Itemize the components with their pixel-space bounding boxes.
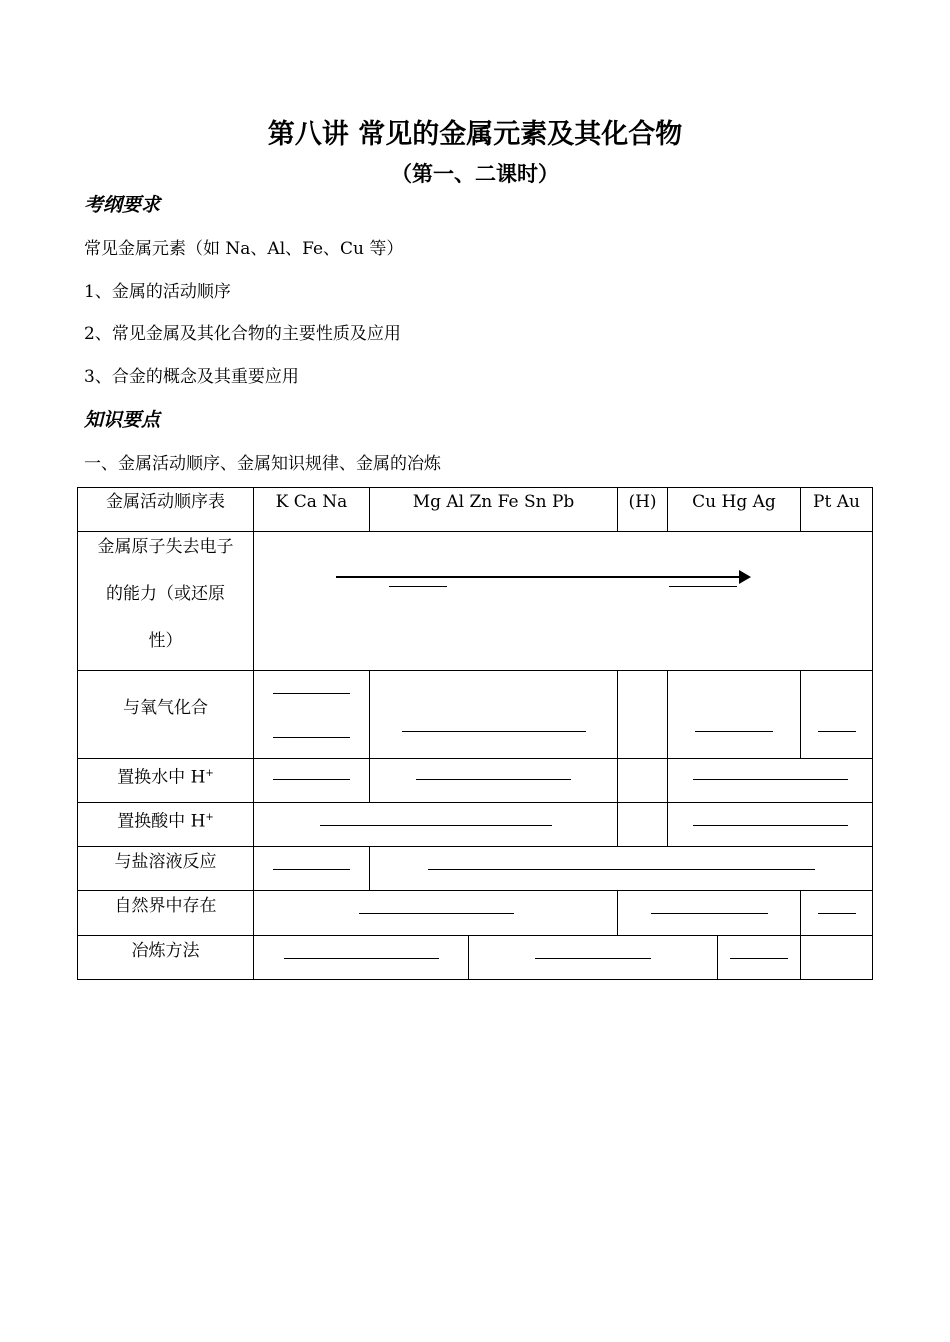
fill-blank	[651, 913, 768, 914]
row-label-reducing-line-3: 性）	[148, 631, 183, 651]
fill-blank	[359, 913, 514, 914]
superscript-plus: +	[205, 768, 214, 779]
table-col-divider	[667, 758, 668, 802]
table-row-divider	[77, 670, 873, 671]
table-col-divider	[253, 487, 254, 980]
table-row-divider	[77, 846, 873, 847]
table-col-divider	[369, 846, 370, 890]
table-row-divider	[77, 802, 873, 803]
table-col-divider	[717, 935, 718, 979]
fill-blank	[535, 958, 651, 959]
fill-blank	[273, 779, 350, 780]
table-col-divider	[369, 670, 370, 758]
header-group-k-ca-na: K Ca Na	[275, 492, 348, 512]
syllabus-heading: 考纲要求	[84, 194, 161, 216]
table-row-divider	[77, 935, 873, 936]
fill-blank	[730, 958, 788, 959]
fill-blank	[428, 869, 815, 870]
row-label-smelt: 冶炼方法	[131, 941, 200, 961]
row-label-water-text: 置换水中 H	[117, 767, 206, 788]
superscript-plus: +	[205, 812, 214, 823]
table-col-divider	[617, 670, 618, 758]
row-label-reducing-line-2: 的能力（或还原	[106, 584, 225, 604]
table-col-divider	[667, 802, 668, 846]
table-col-divider	[617, 758, 618, 802]
knowledge-heading: 知识要点	[84, 409, 161, 431]
table-col-divider	[369, 758, 370, 802]
fill-blank	[693, 779, 848, 780]
fill-blank	[818, 913, 856, 914]
table-col-divider	[800, 935, 801, 979]
header-group-pt-au: Pt Au	[813, 492, 860, 512]
table-col-divider	[617, 802, 618, 846]
row-label-nature: 自然界中存在	[114, 896, 217, 916]
fill-blank	[389, 586, 447, 587]
fill-blank	[818, 731, 856, 732]
table-col-divider	[800, 670, 801, 758]
header-group-h: (H)	[628, 492, 657, 512]
row-label-salt: 与盐溶液反应	[114, 852, 217, 872]
header-label: 金属活动顺序表	[106, 492, 225, 512]
table-border-right	[872, 487, 873, 980]
syllabus-item-3: 3、合金的概念及其重要应用	[84, 367, 299, 387]
syllabus-intro: 常见金属元素（如 Na、Al、Fe、Cu 等）	[84, 239, 404, 259]
table-col-divider	[617, 890, 618, 935]
header-group-cu-hg-ag: Cu Hg Ag	[692, 492, 776, 512]
section-1-heading: 一、金属活动顺序、金属知识规律、金属的冶炼	[84, 454, 441, 474]
syllabus-item-2: 2、常见金属及其化合物的主要性质及应用	[84, 324, 401, 344]
fill-blank	[273, 869, 350, 870]
table-row-divider	[77, 758, 873, 759]
direction-arrow-line	[336, 576, 740, 578]
row-label-reducing-line-1: 金属原子失去电子	[97, 537, 234, 557]
table-row-divider	[77, 890, 873, 891]
row-label-acid	[78, 806, 253, 834]
arrow-right-icon	[739, 570, 751, 584]
page-subtitle: （第一、二课时）	[391, 162, 559, 186]
table-col-divider	[800, 890, 801, 935]
fill-blank	[402, 731, 586, 732]
page-title: 第八讲 常见的金属元素及其化合物	[267, 119, 683, 150]
table-row-divider	[77, 531, 873, 532]
fill-blank	[693, 825, 848, 826]
table-col-divider	[468, 935, 469, 979]
table-border-bottom	[77, 979, 873, 980]
syllabus-item-1: 1、金属的活动顺序	[84, 282, 231, 302]
fill-blank	[273, 693, 350, 694]
table-border-top	[77, 487, 873, 488]
fill-blank	[273, 737, 350, 738]
fill-blank	[695, 731, 773, 732]
table-col-divider	[667, 670, 668, 758]
row-label-water	[78, 762, 253, 790]
fill-blank	[669, 586, 737, 587]
header-group-mg-pb: Mg Al Zn Fe Sn Pb	[412, 492, 575, 512]
fill-blank	[320, 825, 552, 826]
row-label-acid-text: 置换酸中 H	[117, 811, 206, 832]
fill-blank	[416, 779, 571, 780]
fill-blank	[284, 958, 439, 959]
row-label-oxygen: 与氧气化合	[123, 698, 208, 718]
